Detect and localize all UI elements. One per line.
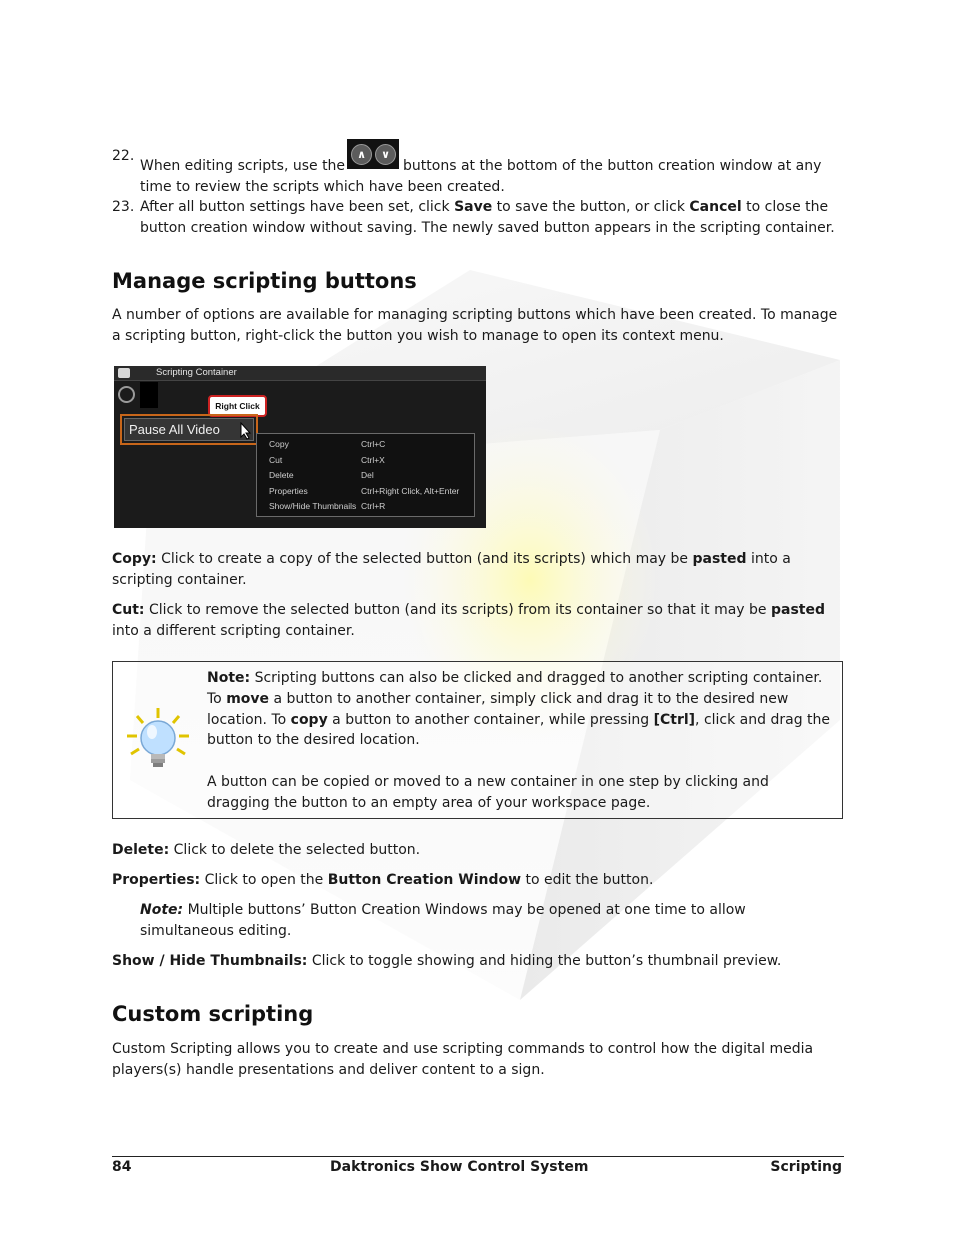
save-keyword: Save xyxy=(454,199,493,215)
footer-section: Scripting xyxy=(770,1159,842,1175)
menu-item-copy[interactable]: Copy xyxy=(269,439,289,449)
pause-all-video-button[interactable]: Pause All Video xyxy=(124,418,254,441)
subnote-text: Multiple buttons’ Button Creation Windows may be opened at one time to allow simultaneous editing. xyxy=(140,902,746,939)
subnote-label: Note: xyxy=(140,902,184,918)
ctrl-keyword: [Ctrl] xyxy=(653,711,696,728)
lightbulb-icon xyxy=(125,706,191,774)
button-creation-window-keyword: Button Creation Window xyxy=(327,872,522,888)
pasted-keyword: pasted xyxy=(692,551,747,567)
item-23-number: 23. xyxy=(112,199,135,215)
copy-label: Copy: xyxy=(112,551,157,567)
shortcut-show-hide-thumbnails: Ctrl+R xyxy=(361,501,386,512)
menu-item-show-hide-thumbnails[interactable]: Show/Hide Thumbnails xyxy=(269,501,357,512)
section-intro-manage: A number of options are available for managing scripting buttons which have been created. To manage a scripting button, right-click the button you wish to manage to open its context menu. xyxy=(112,307,838,344)
screenshot-title-bar xyxy=(114,366,486,381)
delete-description xyxy=(112,840,842,861)
screenshot-title: Scripting Container xyxy=(156,367,237,378)
shortcut-copy: Ctrl+C xyxy=(361,439,386,449)
menu-shortcuts xyxy=(361,437,473,515)
note-paragraph-1 xyxy=(207,668,835,751)
properties-label: Properties: xyxy=(112,872,201,888)
item-22-text-before: When editing scripts, use the xyxy=(140,158,346,174)
pasted-keyword: pasted xyxy=(770,602,825,618)
copy-keyword: copy xyxy=(290,711,328,728)
copy-text: Click to create a copy of the selected button (and its scripts) which may be xyxy=(156,551,693,567)
footer-page-number: 84 xyxy=(112,1159,132,1175)
item-22-text xyxy=(140,146,842,197)
shortcut-delete: Del xyxy=(361,470,374,481)
note-box xyxy=(112,661,843,819)
thumbnails-label: Show / Hide Thumbnails: xyxy=(112,953,308,969)
scripting-container-screenshot xyxy=(114,366,486,528)
menu-item-properties[interactable]: Properties xyxy=(269,485,308,496)
properties-description xyxy=(112,870,842,891)
cut-label: Cut: xyxy=(112,602,145,618)
review-script-buttons xyxy=(347,139,399,169)
context-menu xyxy=(256,433,475,517)
thumbnails-text: Click to toggle showing and hiding the button’s thumbnail preview. xyxy=(307,953,782,969)
mouse-cursor-icon xyxy=(240,422,252,440)
note-label: Note: xyxy=(207,670,251,686)
shortcut-cut: Ctrl+X xyxy=(361,454,385,465)
section-heading-custom: Custom scripting xyxy=(112,1002,314,1026)
chevron-up-icon: ∧ xyxy=(351,144,372,165)
section-intro-custom: Custom Scripting allows you to create and use scripting commands to control how the digital media players(s) handle presentations and deliver content to a sign. xyxy=(112,1041,814,1078)
thumbnails-description xyxy=(112,951,842,972)
note-part: , click and drag the button to the desired location. xyxy=(207,711,831,749)
note-part: a button to another container, while pressing xyxy=(327,711,654,728)
item-23-text xyxy=(140,197,842,238)
menu-item-delete[interactable]: Delete xyxy=(269,470,294,481)
thumbnail-area xyxy=(140,382,158,408)
note-part: a button to another container, simply click and drag it to the desired new location. To xyxy=(207,690,789,728)
cancel-keyword: Cancel xyxy=(689,199,742,215)
selected-button-frame xyxy=(120,414,258,445)
cut-text: Click to remove the selected button (and its scripts) from its container so that it may be xyxy=(144,602,771,618)
properties-text: Click to open the xyxy=(200,872,328,888)
refresh-icon xyxy=(118,386,135,403)
item-23-part: to save the button, or click xyxy=(492,199,690,215)
copy-description xyxy=(112,549,842,590)
footer-title: Daktronics Show Control System xyxy=(330,1159,589,1175)
delete-label: Delete: xyxy=(112,842,170,858)
note-part: Scripting buttons can also be clicked and dragged to another scripting container. To xyxy=(207,670,823,707)
item-23-part: to close the button creation window without saving. The newly saved button appears in the scripting container. xyxy=(140,199,835,236)
note-paragraph-2: A button can be copied or moved to a new container in one step by clicking and dragging the button to an empty area of your workspace page. xyxy=(207,773,769,811)
right-click-callout: Right Click xyxy=(208,395,267,417)
copy-text: into a scripting container. xyxy=(112,551,791,588)
properties-text: to edit the button. xyxy=(521,872,654,888)
menu-labels xyxy=(269,437,369,515)
cut-description xyxy=(112,600,842,641)
note-text xyxy=(207,668,835,814)
section-heading-manage: Manage scripting buttons xyxy=(112,269,417,293)
cut-text: into a different scripting container. xyxy=(112,622,355,639)
container-icon xyxy=(118,368,130,378)
move-keyword: move xyxy=(226,690,270,707)
item-23-part: After all button settings have been set, click xyxy=(140,199,455,215)
delete-text: Click to delete the selected button. xyxy=(169,842,421,858)
menu-item-cut[interactable]: Cut xyxy=(269,454,283,465)
footer-rule xyxy=(112,1156,844,1157)
chevron-down-icon: ∨ xyxy=(375,144,396,165)
item-22-text-after: buttons at the bottom of the button creation window at any time to review the scripts which have been created. xyxy=(140,158,822,195)
properties-note xyxy=(140,900,842,941)
shortcut-properties: Ctrl+Right Click, Alt+Enter xyxy=(361,485,460,496)
item-22-number: 22. xyxy=(112,148,135,164)
